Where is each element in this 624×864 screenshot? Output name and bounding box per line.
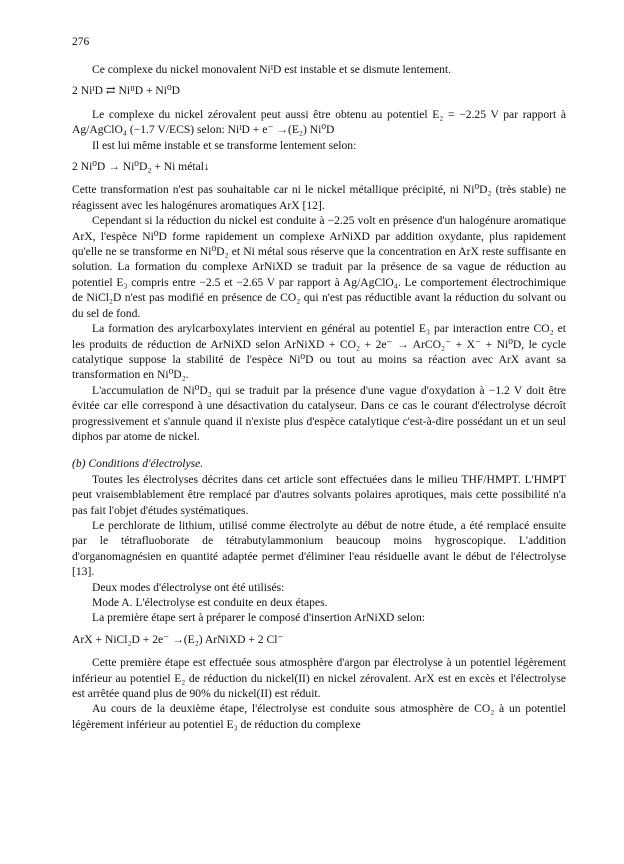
- paragraph: Cette première étape est effectuée sous atmosphère d'argon par électrolyse à un potentiel légèrement inférieur au potentiel E₂ de réduction du nickel(II) en nickel zérovalent. ArX est en excès et l'électrolyse est arrêtée quand plus de 90% du nickel(II) est réduit.: [72, 656, 566, 701]
- page: [72, 36, 566, 732]
- page-number: 276: [72, 36, 90, 48]
- paragraph: Le complexe du nickel zérovalent peut aussi être obtenu au potentiel E₂ = −2.25 V par rapport à Ag/AgClO₄ (−1.7 V/ECS) selon: NiᴵD + e⁻ →(E₂) Ni⁰D: [72, 107, 566, 137]
- paragraph: Il est lui même instable et se transforme lentement selon:: [92, 138, 357, 152]
- body-text: [72, 62, 566, 732]
- section-heading: (b) Conditions d'électrolyse.: [72, 457, 204, 471]
- paragraph: Cependant si la réduction du nickel est conduite à −2.25 volt en présence d'un halogénure aromatique ArX, l'espèce Ni⁰D forme rapidement un complexe ArNiXD par addition oxydante, plus rapidement qu'elle ne se transforme en Ni⁰D₂ et Ni métal sous réserve que la concentration en ArX reste suffisante en solution. La formation du complexe ArNiXD se traduit par la présence de sa vague de réduction au potentiel E₃ compris entre −2.5 et −2.65 V par rapport à Ag/AgClO₄. Le comportement électrochimique de NiCl₂D n'est pas modifié en présence de CO₂ qui n'est pas réductible avant la réduction du solvant ou du sel de fond.: [72, 214, 566, 320]
- paragraph: Deux modes d'électrolyse ont été utilisés:: [92, 580, 285, 594]
- equation: 2 NiᴵD ⇄ NiᴵᴵD + Ni⁰D: [72, 84, 181, 98]
- paragraph: Toutes les électrolyses décrites dans cet article sont effectuées dans le milieu THF/HMPT. L'HMPT peut vraisemblablement être remplacé par d'autres solvants polaires aprotiques, mais cette possibilité n'a pas fait l'objet d'études systématiques.: [72, 472, 566, 517]
- paragraph: La formation des arylcarboxylates intervient en général au potentiel E₃ par interaction entre CO₂ et les produits de réduction de ArNiXD selon ArNiXD + CO₂ + 2e⁻ → ArCO₂⁻ + X⁻ + Ni⁰D, le cycle catalytique suppose la stabilité de l'espèce Ni⁰D ou tout au moins sa réaction avec ArX avant sa transformation en Ni⁰D₂.: [72, 322, 566, 382]
- equation: 2 Ni⁰D → Ni⁰D₂ + Ni métal↓: [72, 160, 210, 174]
- paragraph: Mode A. L'électrolyse est conduite en deux étapes.: [92, 596, 328, 609]
- paragraph: Au cours de la deuxième étape, l'électrolyse est conduite sous atmosphère de CO₂ à un potentiel légèrement inférieur au potentiel E₃ de réduction du complexe: [72, 702, 566, 731]
- paragraph: Ce complexe du nickel monovalent NiᴵD est instable et se dismute lentement.: [92, 63, 452, 76]
- paragraph: Cette transformation n'est pas souhaitable car ni le nickel métallique précipité, ni Ni⁰D₂ (très stable) ne réagissent avec les halogénures aromatiques ArX [12].: [72, 183, 566, 212]
- paragraph: Le perchlorate de lithium, utilisé comme électrolyte au début de notre étude, a été remplacé ensuite par le tétrafluoborate de tétrabutylammonium beaucoup moins hygroscopique. L'addition d'organomagnésien en quantité adaptée permet d'éliminer l'eau résiduelle avant le début de l'électrolyse [13].: [72, 518, 566, 579]
- paragraph: L'accumulation de Ni⁰D₂ qui se traduit par la présence d'une vague d'oxydation à −1.2 V doit être évitée car elle correspond à une désactivation du catalyseur. Dans ce cas le courant d'électrolyse décroît progressivement et s'annule quand il n'existe plus d'espèce catalytique c'est-à-dire possédant un et un seul diphos par atome de nickel.: [72, 383, 566, 443]
- equation: ArX + NiCl₂D + 2e⁻ →(E₂) ArNiXD + 2 Cl⁻: [72, 632, 284, 646]
- paragraph: La première étape sert à préparer le composé d'insertion ArNiXD selon:: [92, 611, 426, 625]
